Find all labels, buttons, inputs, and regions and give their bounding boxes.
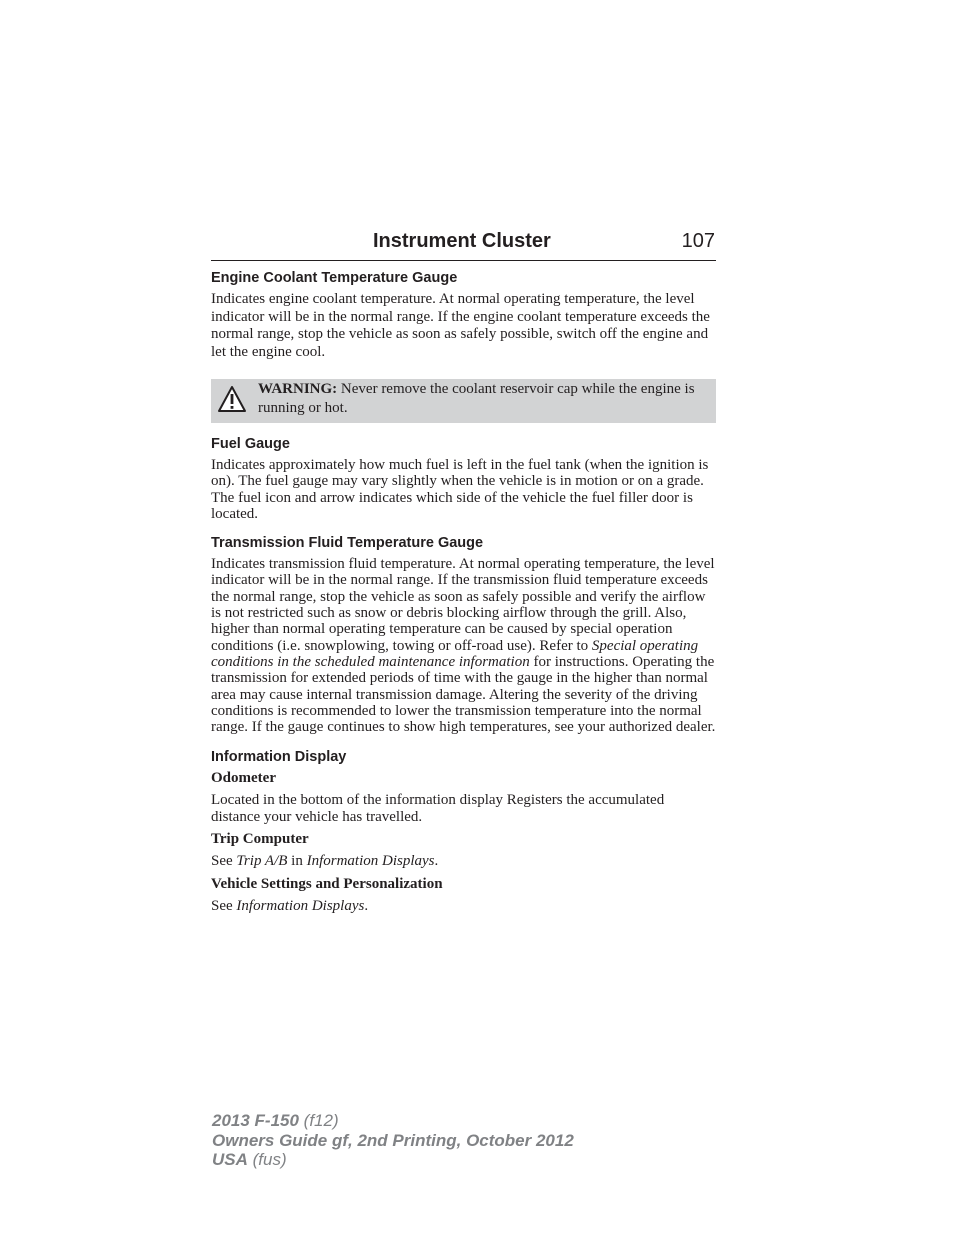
footer-line: [212, 1131, 574, 1151]
body-text: for instructions. Operating the transmission for extended periods of time with the gauge in the higher than normal area may cause internal transmission damage. Altering the severity of the driving conditions is recommended to lower the transmission temperature into the normal range. If the gauge continues to show high temperatures, see your authorized dealer.: [211, 653, 716, 736]
page-number: 107: [681, 230, 715, 252]
footer-model: 2013 F-150: [212, 1111, 299, 1130]
reference-italic: Trip A/B: [236, 853, 288, 870]
warning-box: [211, 379, 716, 423]
section-coolant: [211, 268, 716, 361]
warning-triangle-icon: [217, 385, 247, 413]
subheading-odometer: Odometer: [211, 770, 276, 787]
odometer-body: Located in the bottom of the information display Registers the accumulated distance your vehicle has travelled.: [211, 792, 665, 825]
trip-computer-ref: [211, 852, 716, 870]
period: .: [434, 853, 439, 870]
section-heading: Fuel Gauge: [211, 436, 290, 452]
warning-message: Never remove the coolant reservoir cap while the engine is running or hot.: [258, 381, 695, 416]
section-body: Indicates approximately how much fuel is left in the fuel tank (when the ignition is on). The fuel gauge may vary slightly when the vehicle is in motion or on a grade. The fuel icon and arrow indicates which side of the vehicle the fuel filler door is located.: [211, 457, 709, 522]
page-header: [211, 228, 716, 261]
vehicle-settings-ref: [211, 897, 716, 915]
reference-italic: Special operating conditions in the scheduled maintenance information: [211, 637, 699, 670]
reference-italic: Information Displays: [236, 898, 365, 915]
section-transmission: [211, 533, 716, 735]
page-title: Instrument Cluster: [373, 230, 551, 252]
footer-region-code: (fus): [247, 1150, 287, 1169]
footer-edition: Owners Guide gf, 2nd Printing, October 2012: [212, 1130, 574, 1150]
section-heading: Engine Coolant Temperature Gauge: [211, 270, 458, 286]
warning-label: WARNING:: [258, 381, 338, 397]
section-heading: Information Display: [211, 749, 347, 766]
section-info-display: [211, 747, 716, 915]
section-body: [211, 556, 716, 735]
subheading-vehicle-settings: Vehicle Settings and Personalization: [211, 876, 443, 893]
reference-italic: Information Displays: [306, 853, 435, 870]
see-text: See: [211, 898, 237, 915]
warning-text: [258, 380, 696, 418]
subheading-trip-computer: Trip Computer: [211, 831, 309, 848]
page-footer: [212, 1111, 574, 1170]
footer-line: [212, 1111, 574, 1131]
body-text: Indicates transmission fluid temperature. At normal operating temperature, the level indicator will be in the normal range. If the transmission fluid temperature exceeds the normal range, stop the vehicle as soon as safely possible and verify the airflow is not restricted such as snow or debris blocking airflow through the grill. Also, higher than normal operating temperature can be caused by special operation conditions (i.e. snowplowing, towing or off-road use). Refer to: [211, 556, 715, 654]
footer-code: (f12): [298, 1111, 339, 1130]
see-text: See: [211, 853, 237, 870]
period: .: [364, 898, 369, 915]
in-text: in: [287, 853, 307, 870]
section-body: Indicates engine coolant temperature. At normal operating temperature, the level indicator will be in the normal range. If the engine coolant temperature exceeds the normal range, stop the vehicle as soon as safely possible, switch off the engine and let the engine cool.: [211, 291, 710, 360]
footer-region: USA: [212, 1150, 248, 1169]
footer-line: [212, 1150, 574, 1170]
manual-page: [211, 228, 716, 915]
section-fuel: [211, 434, 716, 522]
section-heading: Transmission Fluid Temperature Gauge: [211, 535, 484, 552]
